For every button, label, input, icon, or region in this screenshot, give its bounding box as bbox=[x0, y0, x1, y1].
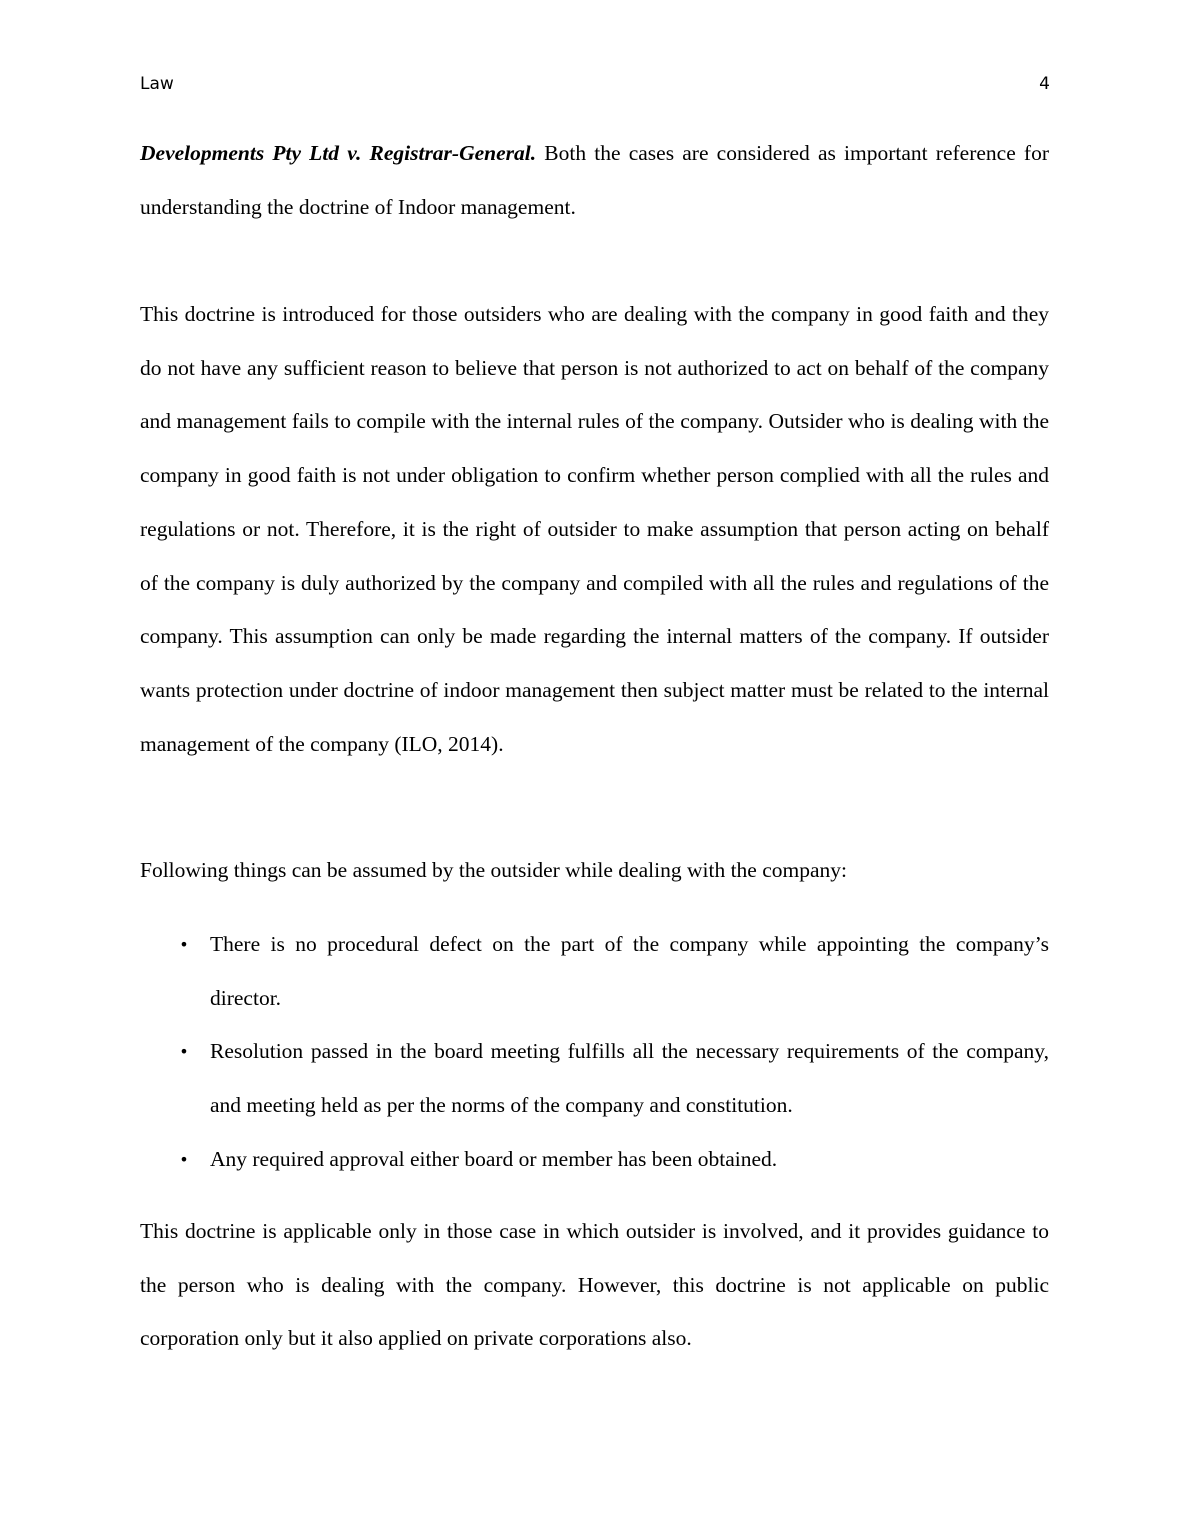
bullet-icon: • bbox=[179, 1042, 189, 1062]
list-item-text: Any required approval either board or member has been obtained. bbox=[210, 1146, 778, 1171]
running-title: Law bbox=[140, 74, 174, 94]
page-number: 4 bbox=[1039, 74, 1050, 94]
paragraph-doctrine-explanation: This doctrine is introduced for those outsiders who are dealing with the company in good faith and they do not have any sufficient reason to believe that person is not authorized to act on behalf of the company and management fails to compile with the internal rules of the company. Outsider who is dealing with the company in good faith is not under obligation to confirm whether person complied with all the rules and regulations or not. Therefore, it is the right of outsider to make assumption that person acting on behalf of the company is duly authorized by the company and compiled with all the rules and regulations of the company. This assumption can only be made regarding the internal matters of the company. If outsider wants protection under doctrine of indoor management then subject matter must be related to the internal management of the company (ILO, 2014). bbox=[140, 302, 1049, 756]
list-item bbox=[179, 1133, 1049, 1187]
paragraph-case-reference bbox=[140, 127, 1049, 234]
bullet-icon: • bbox=[179, 935, 189, 954]
paragraph-applicability: This doctrine is applicable only in those case in which outsider is involved, and it provides guidance to the person who is dealing with the company. However, this doctrine is not applicable on public corporation only but it also applied on private corporations also. bbox=[140, 1219, 1049, 1351]
bullet-icon: • bbox=[179, 1149, 189, 1169]
list-item-text: Resolution passed in the board meeting fulfills all the necessary requirements of the company, and meeting held as per the norms of the company and constitution. bbox=[210, 1039, 1049, 1118]
assumptions-list bbox=[179, 918, 1049, 1187]
list-item-text: There is no procedural defect on the part of the company while appointing the company’s director. bbox=[210, 932, 1049, 1010]
page-header bbox=[140, 72, 1050, 96]
paragraph-text: Both the cases are considered as important reference for understanding the doctrine of Indoor management. bbox=[140, 141, 1049, 219]
list-item bbox=[179, 1025, 1049, 1132]
paragraph-list-intro: Following things can be assumed by the outsider while dealing with the company: bbox=[140, 858, 847, 882]
list-item bbox=[179, 918, 1049, 1025]
case-citation: Developments Pty Ltd v. Registrar-General. bbox=[140, 141, 537, 165]
